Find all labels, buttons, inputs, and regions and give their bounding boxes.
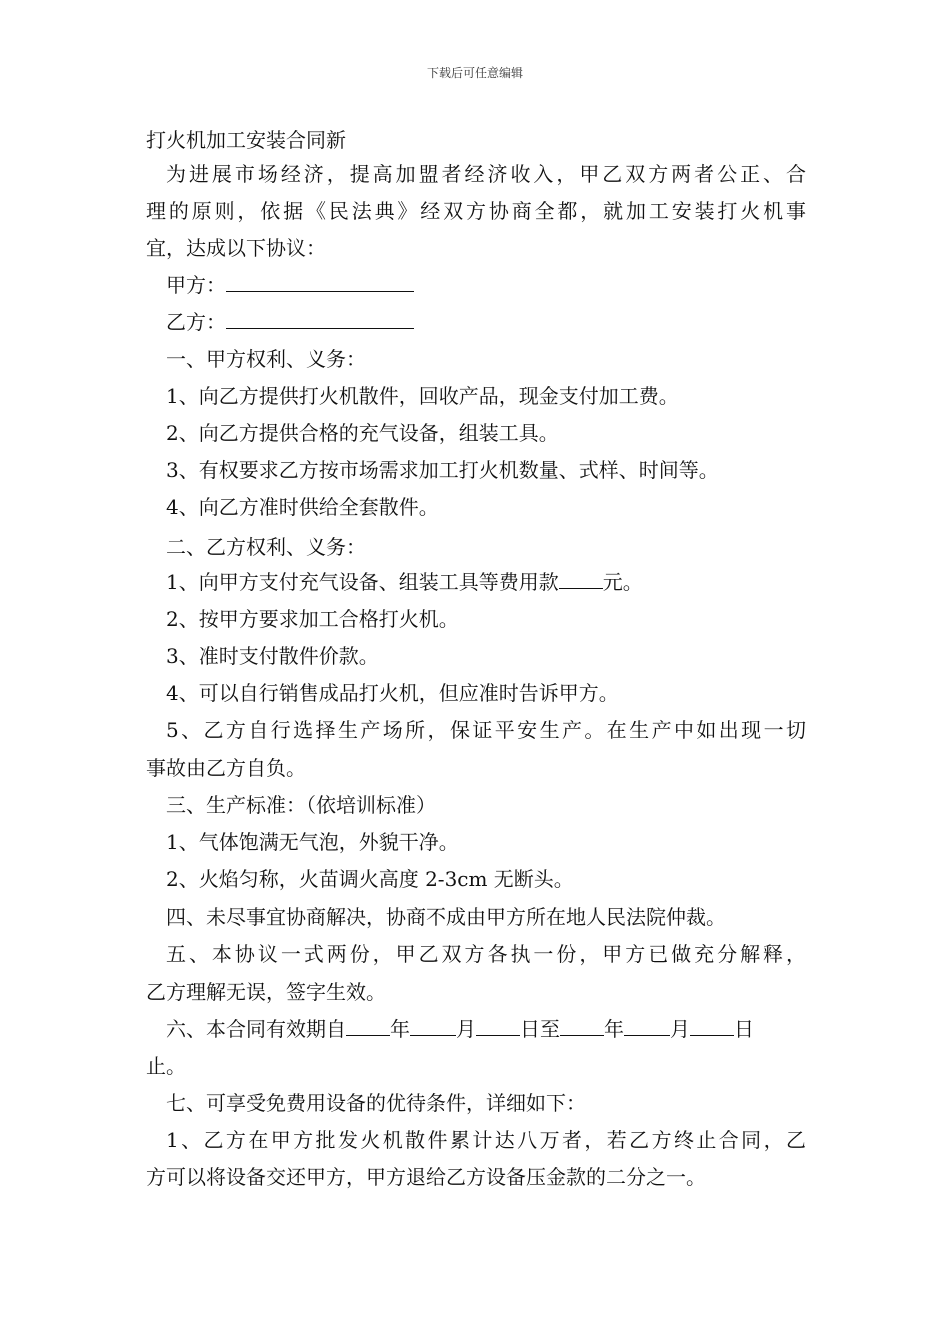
section-1-item-1: 1、向乙方提供打火机散件，回收产品，现金支付加工费。 — [166, 384, 679, 408]
section-7-item-1-line-2: 方可以将设备交还甲方，甲方退给乙方设备压金款的二分之一。 — [146, 1165, 706, 1189]
section-2-heading: 二、乙方权利、义务： — [166, 535, 366, 559]
party-a-label: 甲方： — [166, 273, 226, 297]
section-2-item-5-line-1: 5、乙方自行选择生产场所，保证平安生产。在生产中如出现一切 — [166, 718, 806, 742]
page-header: 下载后可任意编辑 — [426, 66, 523, 80]
section-2-item-1-text: 1、向甲方支付充气设备、组装工具等费用款 — [166, 570, 559, 594]
end-month-label: 月 — [670, 1017, 690, 1041]
section-1-item-2: 2、向乙方提供合格的充气设备，组装工具。 — [166, 421, 559, 445]
intro-line-3: 宜，达成以下协议： — [146, 236, 326, 260]
section-6-line-2: 止。 — [146, 1054, 186, 1078]
section-3-item-1: 1、气体饱满无气泡，外貌干净。 — [166, 830, 459, 854]
end-day-label: 日 — [734, 1017, 754, 1041]
section-3-item-2: 2、火焰匀称，火苗调火高度 2-3cm 无断头。 — [166, 867, 574, 891]
intro-line-2: 理的原则，依据《民法典》经双方协商全都，就加工安装打火机事 — [146, 199, 806, 223]
section-2-item-1 — [166, 570, 643, 594]
day-to-label: 日至 — [520, 1017, 560, 1041]
section-6-prefix: 六、本合同有效期自 — [166, 1017, 346, 1041]
section-2-item-2: 2、按甲方要求加工合格打火机。 — [166, 607, 459, 631]
end-year-label: 年 — [604, 1017, 624, 1041]
month-label: 月 — [456, 1017, 476, 1041]
start-day-blank[interactable] — [476, 1017, 520, 1036]
party-b-label: 乙方： — [166, 310, 226, 334]
section-1-heading: 一、甲方权利、义务： — [166, 347, 366, 371]
section-2-item-4: 4、可以自行销售成品打火机，但应准时告诉甲方。 — [166, 681, 619, 705]
party-a-blank[interactable] — [226, 273, 414, 292]
party-b-blank[interactable] — [226, 310, 414, 329]
section-5-line-2: 乙方理解无误，签字生效。 — [146, 980, 386, 1004]
section-2-item-3: 3、准时支付散件价款。 — [166, 644, 379, 668]
section-2-item-5-line-2: 事故由乙方自负。 — [146, 756, 306, 780]
document-title: 打火机加工安装合同新 — [146, 128, 346, 152]
section-1-item-4: 4、向乙方准时供给全套散件。 — [166, 495, 439, 519]
start-year-blank[interactable] — [346, 1017, 390, 1036]
end-month-blank[interactable] — [624, 1017, 670, 1036]
intro-line-1: 为进展市场经济，提高加盟者经济收入，甲乙双方两者公正、合 — [166, 162, 806, 186]
end-year-blank[interactable] — [560, 1017, 604, 1036]
section-7-heading: 七、可享受免费用设备的优待条件，详细如下： — [166, 1091, 586, 1115]
section-6-line-1 — [166, 1017, 754, 1041]
start-month-blank[interactable] — [410, 1017, 456, 1036]
section-4: 四、未尽事宜协商解决，协商不成由甲方所在地人民法院仲裁。 — [166, 905, 726, 929]
year-label: 年 — [390, 1017, 410, 1041]
end-day-blank[interactable] — [690, 1017, 734, 1036]
party-a-line — [166, 273, 414, 297]
fee-amount-blank[interactable] — [559, 570, 603, 589]
section-2-item-1-unit: 元。 — [602, 570, 643, 594]
section-7-item-1-line-1: 1、乙方在甲方批发火机散件累计达八万者，若乙方终止合同，乙 — [166, 1128, 806, 1152]
section-5-line-1: 五、本协议一式两份，甲乙双方各执一份，甲方已做充分解释， — [166, 942, 806, 966]
section-1-item-3: 3、有权要求乙方按市场需求加工打火机数量、式样、时间等。 — [166, 458, 719, 482]
section-3-heading: 三、生产标准：（依培训标准） — [166, 793, 436, 817]
party-b-line — [166, 310, 414, 334]
